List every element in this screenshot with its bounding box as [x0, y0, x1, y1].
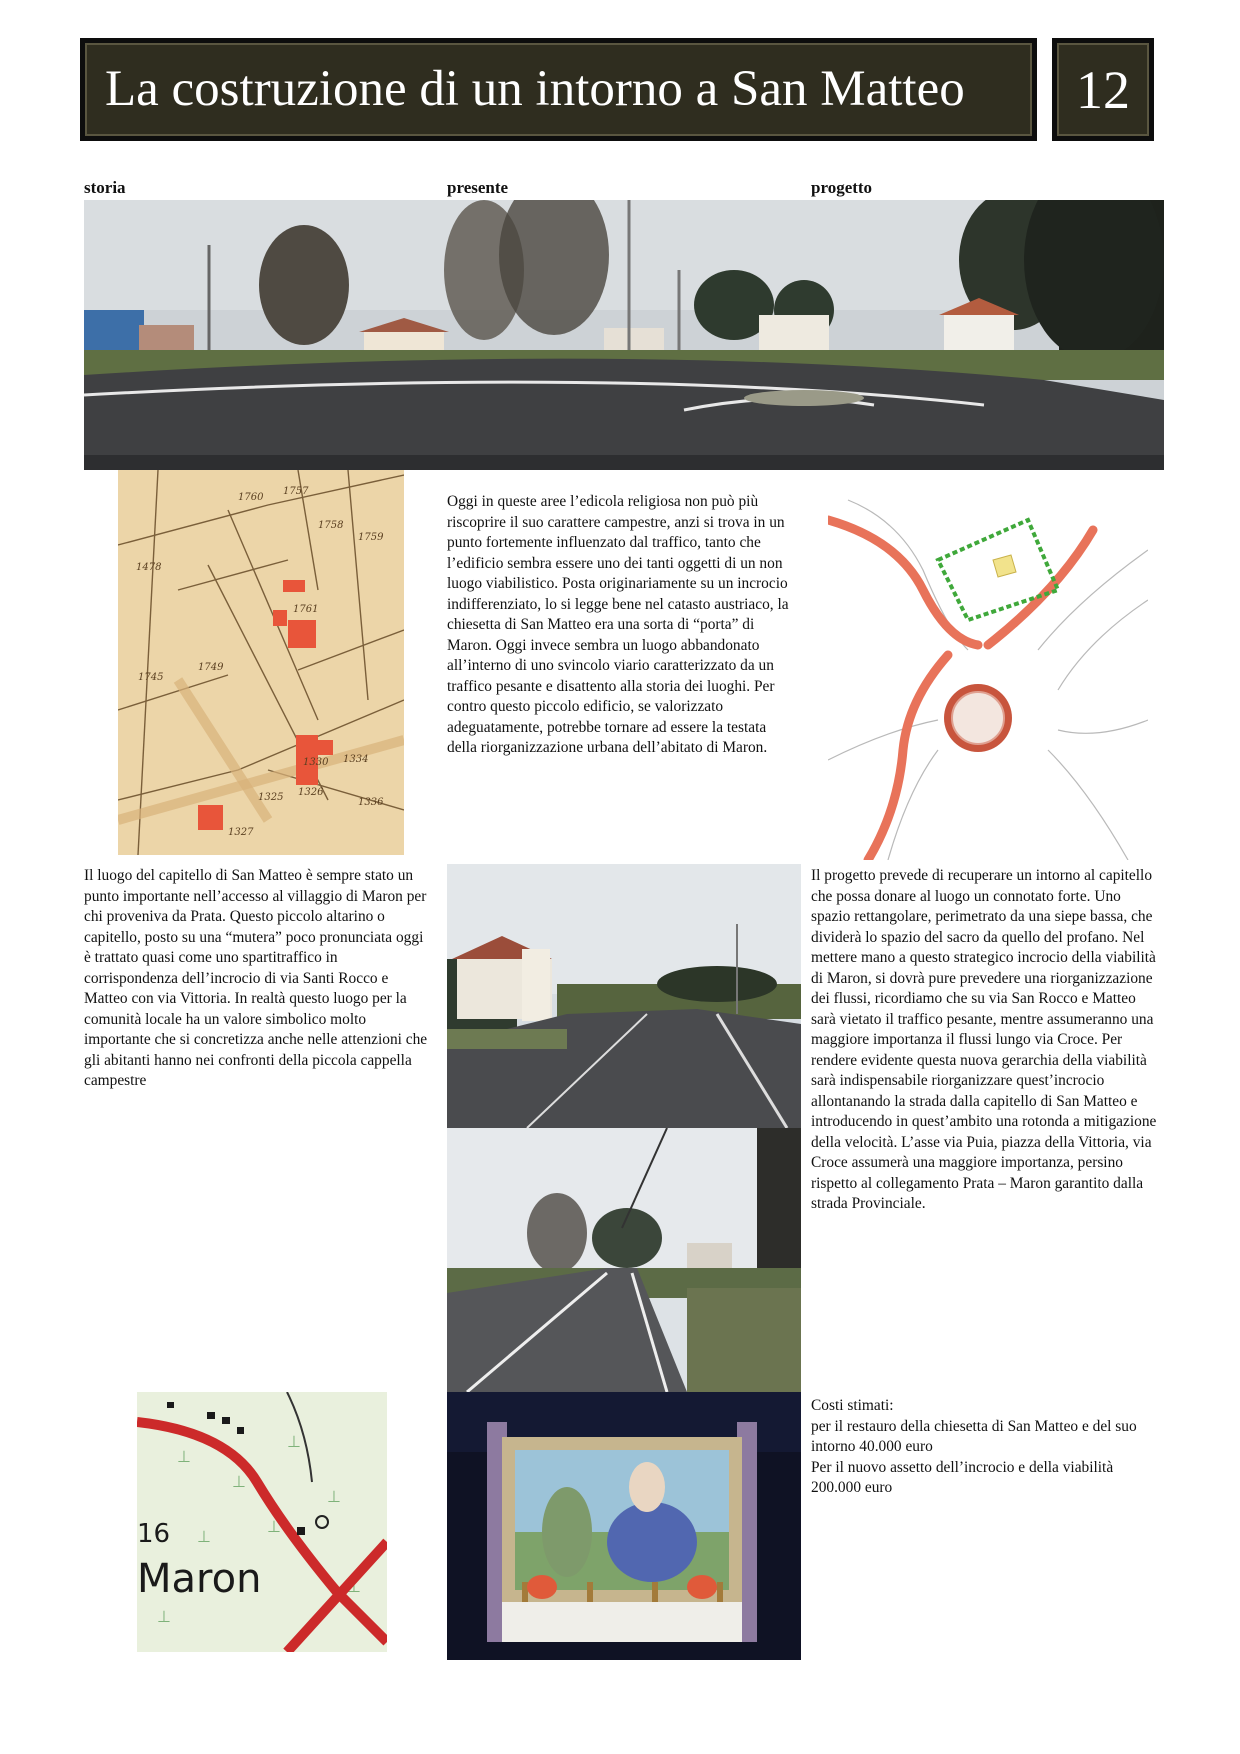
topographic-map: [137, 1392, 387, 1652]
costi-restauro: per il restauro della chiesetta di San Matteo e del suo intorno 40.000 euro: [811, 1417, 1137, 1455]
costi-title: Costi stimati:: [811, 1397, 894, 1414]
costi-block: [811, 1396, 1161, 1499]
maron-label: Maron: [137, 1556, 262, 1602]
parcel-label: 1749: [198, 662, 224, 673]
column-heading-progetto: progetto: [811, 178, 873, 197]
svg-text:⊥: ⊥: [197, 1527, 211, 1546]
parcel-label: 1334: [343, 754, 369, 765]
panorama-photo: [84, 200, 1164, 470]
chapel-road-photo: [447, 864, 801, 1128]
cadastral-map: [118, 470, 404, 855]
parcel-label: 1478: [136, 562, 162, 573]
column-heading-storia: storia: [84, 178, 126, 197]
parcel-label: 1336: [358, 797, 384, 808]
parcel-label: 1330: [303, 757, 329, 768]
storia-text: Il luogo del capitello di San Matteo è sempre stato un punto importante nell’accesso al villaggio di Maron per chi proveniva da Prata. Questo piccolo altarino o capitello, posto su una “mutera” poco pronunciata oggi è trattato quasi come uno spartitraffico in corrispondenza dell’incrocio di via Santi Rocco e Matteo con via Vittoria. In realtà questo luogo per la comunità locale ha un valore simbolico molto importante che si concretizza anche nelle attenzioni che gli abitanti hanno nei confronti della piccola cappella campestre: [84, 867, 428, 1089]
page-number-box: [1052, 38, 1154, 141]
column-heading-presente: presente: [447, 178, 509, 197]
project-plan: [828, 490, 1148, 860]
parcel-label: 1757: [283, 486, 309, 497]
parcel-label: 1327: [228, 827, 254, 838]
svg-text:⊥: ⊥: [232, 1472, 246, 1491]
progetto-text: Il progetto prevede di recuperare un intorno al capitello che possa donare al luogo un connotato forte. Uno spazio rettangolare, perimetrato da una siepe bassa, che dividerà lo spazio del sacro da quello del profano. Nel mettere mano a questo strategico incrocio della viabilità di Maron, si dovrà pure prevedere una riorganizzazione dei flussi, ricordiamo che su via San Rocco e Matteo sarà vietato il traffico pesante, mentre assumeranno una maggiore importanza il flussi lungo via Croce. Per rendere evidente questa nuova gerarchia della viabilità sarà indispensabile riorganizzare quest’incrocio allontanando la strada dalla capitello di San Matteo e introducendo in quest’ambito una rotonda a mitigazione della velocità. L’asse via Puia, piazza della Vittoria, via Croce assumerà una maggiore importanza, persino rispetto al collegamento Prata – Maron garantito dalla strada Provinciale.: [811, 867, 1157, 1212]
parcel-label: 1760: [238, 492, 264, 503]
presente-text: Oggi in queste aree l’edicola religiosa non può più riscoprire il suo carattere campestre, anzi si trova in un punto fortemente influenzato dal traffico, tanto che l’edificio sembra essere uno dei tanti oggetti di un non luogo viabilistico. Posta originariamente su un incrocio indifferenziato, lo si legge bene nel catasto austriaco, la chiesetta di San Matteo era una sorta di “porta” di Maron. Oggi invece sembra un luogo abbandonato all’interno di uno svincolo viario caratterizzato da un traffico pesante e disattento alla storia dei luoghi. Per contro questo piccolo edificio, se valorizzato adeguatamente, potrebbe tornare ad essere la testata della riorganizzazione urbana dell’abitato di Maron.: [447, 493, 789, 756]
svg-text:⊥: ⊥: [157, 1607, 171, 1626]
svg-text:⊥: ⊥: [267, 1517, 281, 1536]
map-number-label: 16: [137, 1519, 171, 1549]
svg-text:⊥: ⊥: [327, 1487, 341, 1506]
svg-text:⊥: ⊥: [347, 1577, 361, 1596]
title-banner: [80, 38, 1037, 141]
parcel-label: 1758: [318, 520, 344, 531]
parcel-label: 1759: [358, 532, 384, 543]
costi-incrocio: Per il nuovo assetto dell’incrocio e della viabilità 200.000 euro: [811, 1458, 1114, 1496]
chapel-interior-photo: [447, 1392, 801, 1660]
straight-road-photo: [447, 1128, 801, 1392]
parcel-label: 1325: [258, 792, 284, 803]
parcel-label: 1745: [138, 672, 164, 683]
parcel-label: 1326: [298, 787, 324, 798]
page-title: La costruzione di un intorno a San Matteo: [105, 61, 965, 117]
svg-text:⊥: ⊥: [287, 1432, 301, 1451]
parcel-label: 1761: [293, 604, 319, 615]
svg-text:⊥: ⊥: [177, 1447, 191, 1466]
page-number: 12: [1076, 59, 1130, 120]
